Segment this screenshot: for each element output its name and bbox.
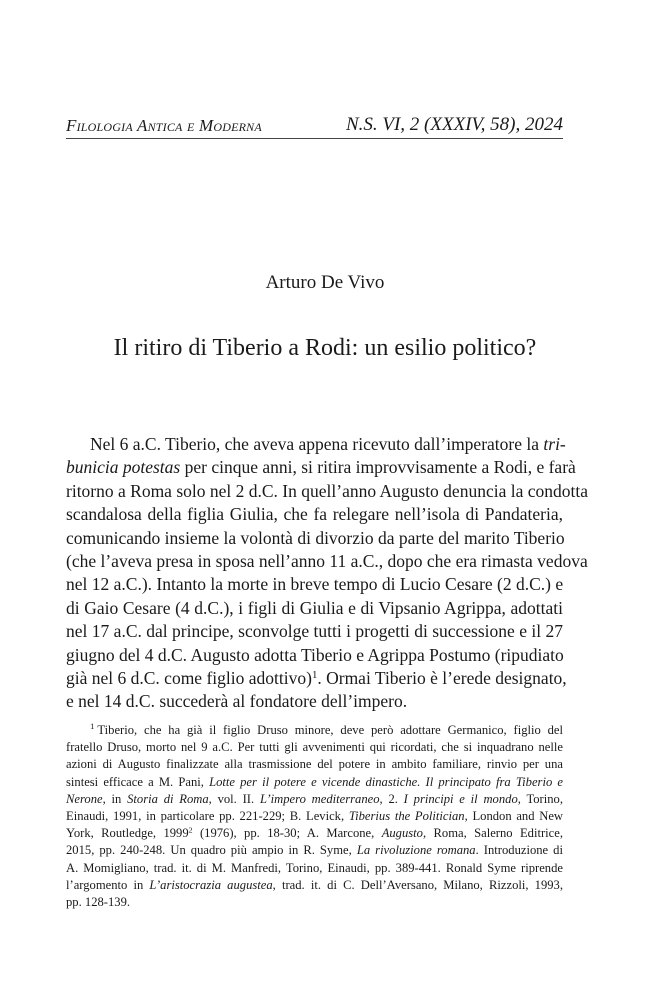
text-line: bunicia potestas per cinque anni, si ritira improvvisamente a Rodi, e farà	[66, 457, 576, 478]
footnote-line: A. Momigliano, trad. it. di M. Manfredi, Torino, Einaudi, pp. 389-441. Ronald Syme riprende	[66, 860, 563, 875]
running-header	[66, 112, 563, 139]
text-line: comunicando insieme la volontà di divorzio da parte del marito Tiberio	[66, 527, 565, 548]
text-line: nel 12 a.C.). Intanto la morte in breve tempo di Lucio Cesare (2 d.C.) e	[66, 574, 564, 595]
footnote-line: fratello Druso, morto nel 9 a.C. Per tutti gli avvenimenti qui ricordati, che si inquadrano nelle	[66, 740, 563, 755]
text-line: ritorno a Roma solo nel 2 d.C. In quell’anno Augusto denuncia la condotta	[66, 480, 588, 501]
footnote-line: Einaudi, 1991, in particolare pp. 221-229; B. Levick, Tiberius the Politician, London and New	[66, 809, 564, 824]
footnote-line: 2015, pp. 240-248. Un quadro più ampio in R. Syme, La rivoluzione romana. Introduzione di	[66, 843, 563, 858]
text-line: nel 17 a.C. dal principe, sconvolge tutti i progetti di successione e il 27	[66, 621, 563, 642]
text-line: giugno del 4 d.C. Augusto adotta Tiberio e Agrippa Postumo (ripudiato	[66, 644, 564, 665]
footnote-line: Nerone, in Storia di Roma, vol. II. L’impero mediterraneo, 2. I principi e il mondo, Torino,	[66, 791, 563, 806]
issue-info: N.S. VI, 2 (XXXIV, 58), 2024	[345, 114, 563, 135]
footnote-reference[interactable]: 1	[311, 669, 318, 682]
body-paragraph	[66, 433, 588, 714]
article-author: Arturo De Vivo	[265, 272, 385, 293]
footnote-marker: 1	[90, 720, 95, 731]
text-line: scandalosa della figlia Giulia, che fa relegare nell’isola di Pandateria,	[66, 504, 563, 525]
footnote-line: sintesi efficace a M. Pani, Lotte per il potere e vicende dinastiche. Il principato fra Tiberio e	[66, 774, 564, 789]
footnote-line: $^1$ Tiberio, che ha già il figlio Druso minore, deve però adottare Germanico, figlio del	[90, 720, 563, 737]
journal-name: Filologia Antica e Moderna	[66, 116, 262, 135]
footnote-line: pp. 128-139.	[66, 895, 131, 910]
text-line: già nel 6 d.C. come figlio adottivo)$^1$. Ormai Tiberio è l’erede designato,	[66, 668, 567, 689]
footnote-line: l’argomento in L’aristocrazia augustea, trad. it. di C. Dell’Aversano, Milano, Rizzoli, 1993,	[66, 877, 563, 892]
article-title: Il ritiro di Tiberio a Rodi: un esilio politico?	[113, 335, 537, 361]
text-line: di Gaio Cesare (4 d.C.), i figli di Giulia e di Vipsanio Agrippa, adottati	[66, 597, 563, 618]
footnote-line: York, Routledge, 1999$^2$ (1976), pp. 18-30; A. Marcone, Augusto, Roma, Salerno Editrice,	[66, 825, 563, 841]
text-line: Nel 6 a.C. Tiberio, che aveva appena ricevuto dall’imperatore la tri-	[90, 434, 566, 454]
text-line: (che l’aveva presa in sposa nell’anno 11 a.C., dopo che era rimasta vedova	[66, 551, 588, 572]
footnote-line: azioni di Augusto finalizzate alla trasmissione del potere in ambito familiare, rinvio per una	[66, 757, 563, 772]
footnote	[66, 722, 563, 911]
text-line: e nel 14 d.C. succederà al fondatore dell’impero.	[66, 691, 408, 712]
